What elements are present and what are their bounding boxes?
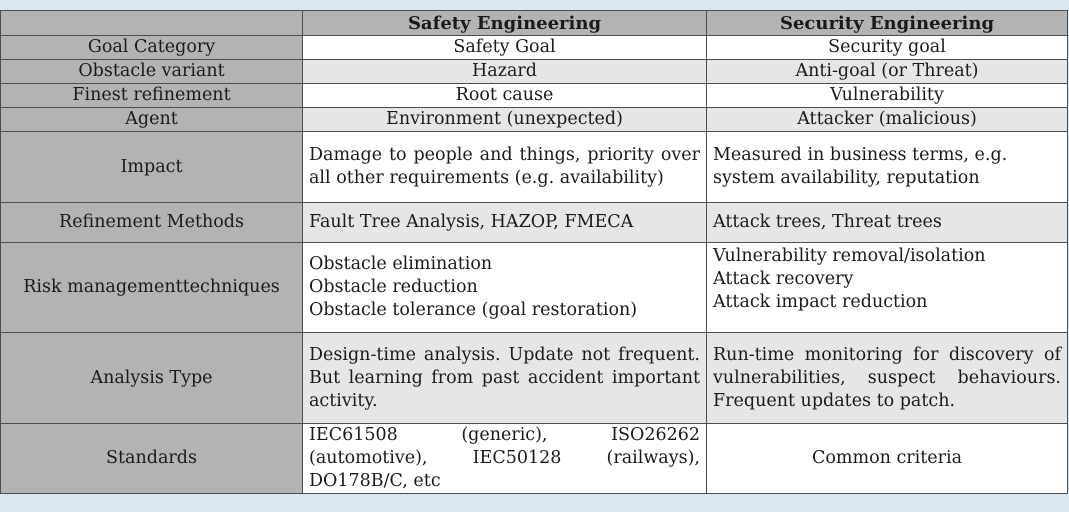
row-label: Impact [1, 132, 303, 203]
row-standards [1, 424, 1068, 494]
security-cell: Anti-goal (or Threat) [707, 60, 1068, 84]
security-technique-3: Attack impact reduction [713, 292, 928, 312]
safety-cell: IEC61508 (generic), ISO26262 (automotive), IEC50128 (railways), DO178B/C, etc [303, 424, 707, 494]
security-cell: Security goal [707, 36, 1068, 60]
safety-cell: Design-time analysis. Update not frequent. But learning from past accident important activity. [303, 333, 707, 424]
security-cell [707, 243, 1068, 333]
safety-cell: Fault Tree Analysis, HAZOP, FMECA [303, 203, 707, 243]
row-label: Risk managementtechniques [1, 243, 303, 333]
row-label: Standards [1, 424, 303, 494]
row-label: Refinement Methods [1, 203, 303, 243]
safety-cell: Root cause [303, 84, 707, 108]
safety-technique-2: Obstacle reduction [309, 277, 478, 297]
row-analysis-type [1, 333, 1068, 424]
row-label: Analysis Type [1, 333, 303, 424]
security-cell: Common criteria [707, 424, 1068, 494]
safety-technique-1: Obstacle elimination [309, 254, 493, 274]
row-label: Agent [1, 108, 303, 132]
safety-vs-security-table [0, 10, 1068, 494]
security-cell: Attacker (malicious) [707, 108, 1068, 132]
row-finest-refinement [1, 84, 1068, 108]
header-empty [1, 11, 303, 36]
row-goal-category [1, 36, 1068, 60]
security-cell: Attack trees, Threat trees [707, 203, 1068, 243]
header-row [1, 11, 1068, 36]
row-impact [1, 132, 1068, 203]
header-security-engineering: Security Engineering [707, 11, 1068, 36]
safety-cell: Environment (unexpected) [303, 108, 707, 132]
header-safety-engineering: Safety Engineering [303, 11, 707, 36]
row-agent [1, 108, 1068, 132]
safety-cell: Damage to people and things, priority over all other requirements (e.g. availability) [303, 132, 707, 203]
row-label: Goal Category [1, 36, 303, 60]
row-risk-management-techniques [1, 243, 1068, 333]
row-refinement-methods [1, 203, 1068, 243]
safety-cell [303, 243, 707, 333]
security-cell: Measured in business terms, e.g. system availability, reputation [707, 132, 1068, 203]
security-technique-1: Vulnerability removal/isolation [713, 246, 986, 266]
row-obstacle-variant [1, 60, 1068, 84]
security-cell: Vulnerability [707, 84, 1068, 108]
security-cell: Run-time monitoring for discovery of vulnerabilities, suspect behaviours. Frequent updates to patch. [707, 333, 1068, 424]
row-label: Finest refinement [1, 84, 303, 108]
row-label: Obstacle variant [1, 60, 303, 84]
safety-cell: Hazard [303, 60, 707, 84]
comparison-table-container [0, 10, 1067, 494]
safety-technique-3: Obstacle tolerance (goal restoration) [309, 300, 638, 320]
security-technique-2: Attack recovery [713, 269, 854, 289]
safety-cell: Safety Goal [303, 36, 707, 60]
